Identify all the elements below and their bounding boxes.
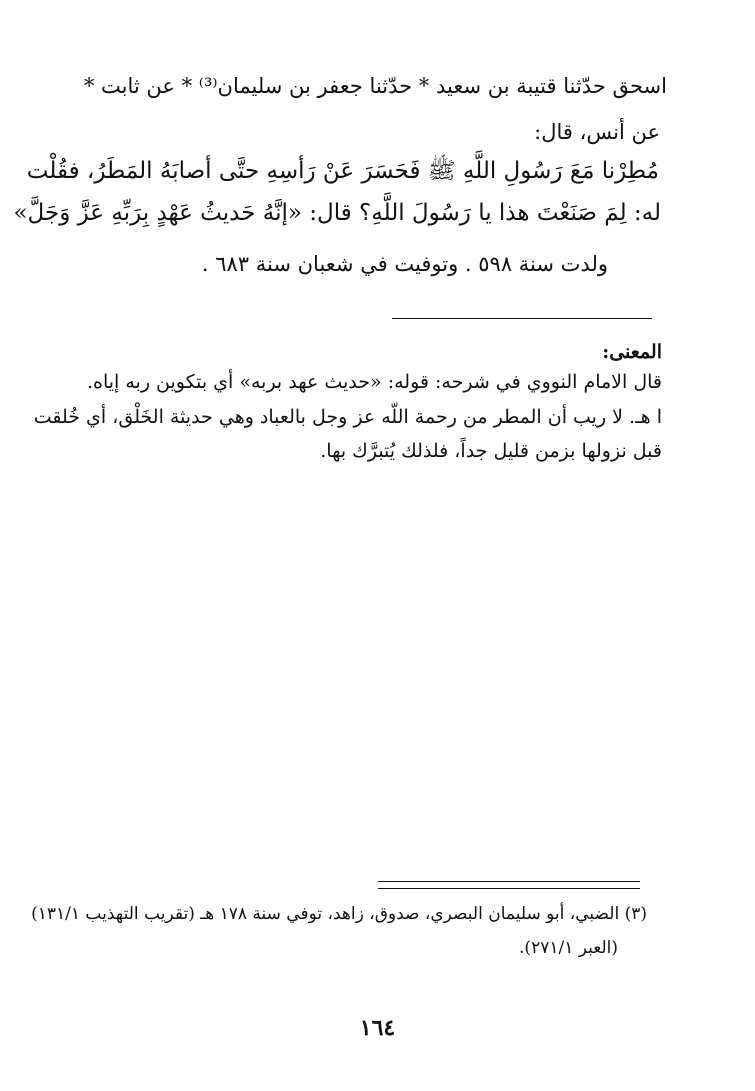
footnote-rule-bottom <box>378 888 640 889</box>
meaning-line-1: قال الامام النووي في شرحه: قوله: «حديث عهد بربه» أي بتكوين ربه إياه. <box>86 371 662 393</box>
meaning-line-3: قبل نزولها بزمن قليل جداً، فلذلك يُتبرَّك بها. <box>320 440 662 462</box>
footnote-line-1: (٣) الضبي، أبو سليمان البصري، صدوق، زاهد، توفي سنة ١٧٨ هـ (تقريب التهذيب ١٣١/١) <box>31 904 647 924</box>
birth-death-dates: ولدت سنة ٥٩٨ . وتوفيت في شعبان سنة ٦٨٣ . <box>201 252 608 276</box>
footnote-line-2: (العبر ٢٧١/١). <box>519 938 618 958</box>
isnad-line-2: عن أنس، قال: <box>534 120 660 144</box>
meaning-line-2: ا هـ. لا ريب أن المطر من رحمة اللّه عز وجل بالعباد وهي حديثة الخَلْق، أي خُلقت <box>33 406 662 428</box>
isnad-line-1: اسحق حدّثنا قتيبة بن سعيد * حدّثنا جعفر بن سليمان⁽³⁾ * عن ثابت * <box>83 74 667 98</box>
footnote-rule-top <box>378 881 640 882</box>
hadith-line-1: مُطِرْنا مَعَ رَسُولِ اللَّهِ ﷺ فَحَسَرَ عَنْ رَأسِهِ حتَّى أصابَهُ المَطَرُ، فقُلْت <box>26 158 659 184</box>
meaning-heading: المعنى: <box>602 341 662 363</box>
page-number: ١٦٤ <box>359 1015 396 1041</box>
section-divider <box>392 318 652 319</box>
hadith-line-2: له: لِمَ صَنَعْتَ هذا يا رَسُولَ اللَّهِ؟ قال: «إنَّهُ حَديثُ عَهْدٍ بِرَبِّهِ عَزَّ وَجَلَّ» <box>13 200 661 226</box>
